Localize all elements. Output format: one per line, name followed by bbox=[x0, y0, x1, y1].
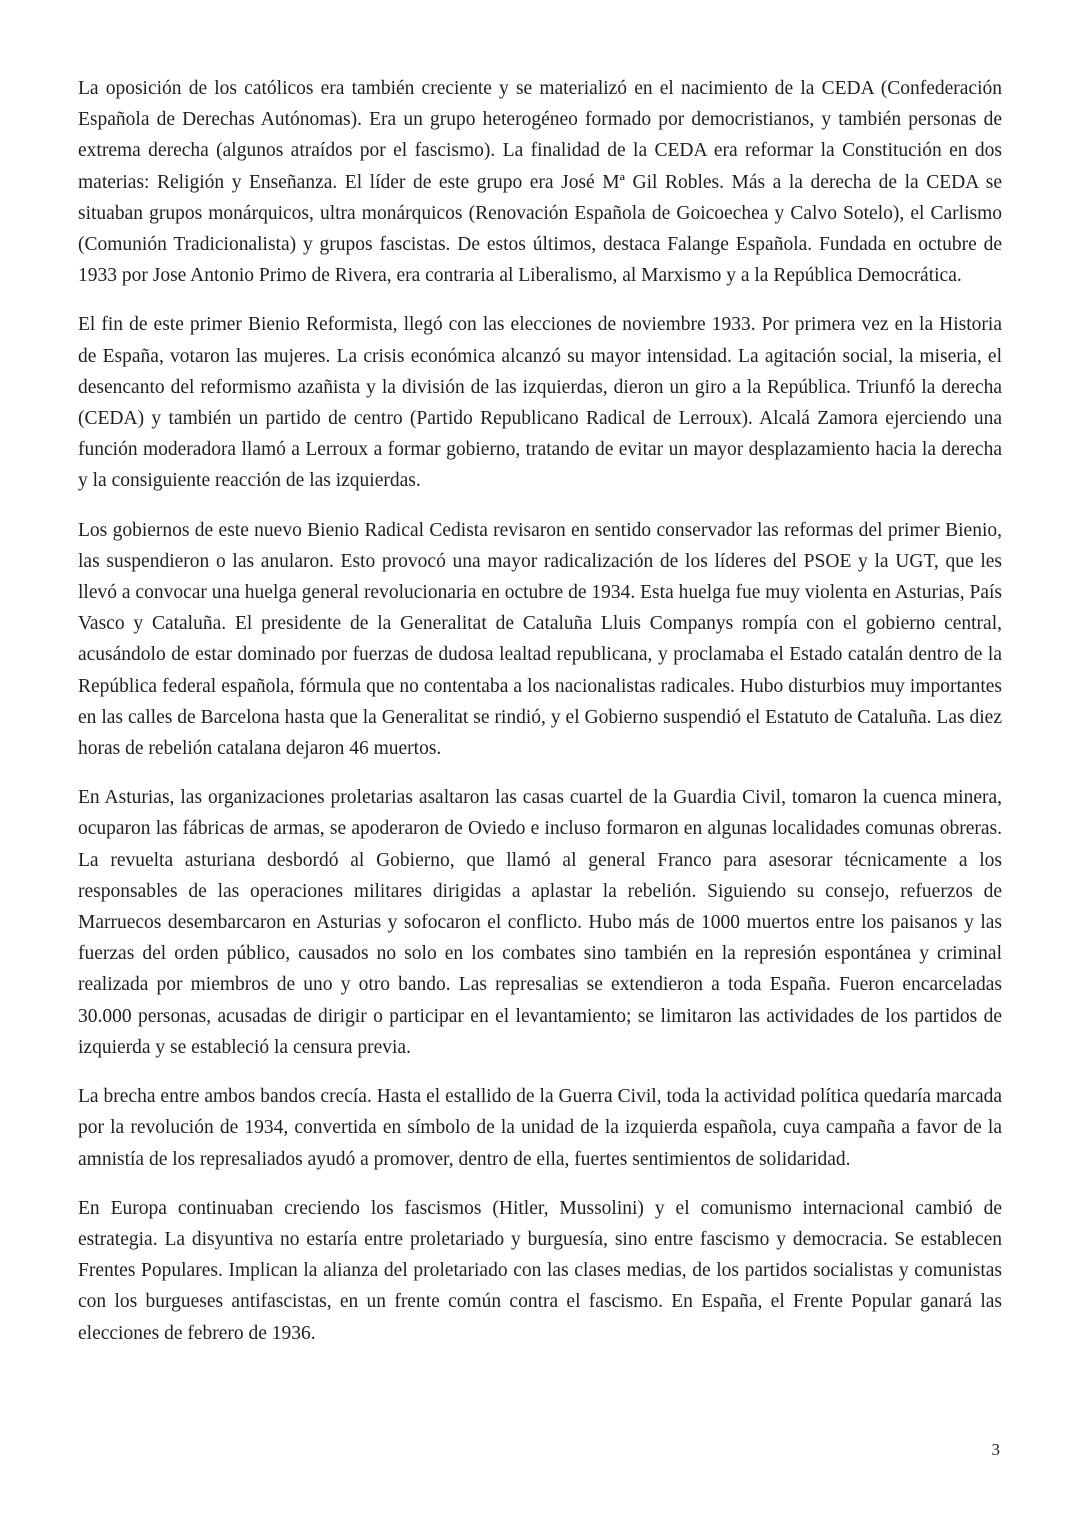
paragraph-bienio-radical-cedista: Los gobiernos de este nuevo Bienio Radical Cedista revisaron en sentido conservador las reformas del primer Bienio, las suspendieron o las anularon. Esto provocó una mayor radicalización de los líderes del PSOE y la UGT, que les llevó a convocar una huelga general revolucionaria en octubre de 1934. Esta huelga fue muy violenta en Asturias, País Vasco y Cataluña. El presidente de la Generalitat de Cataluña Lluis Companys rompía con el gobierno central, acusándolo de estar dominado por fuerzas de dudosa lealtad republicana, y proclamaba el Estado catalán dentro de la República federal española, fórmula que no contentaba a los nacionalistas radicales. Hubo disturbios muy importantes en las calles de Barcelona hasta que la Generalitat se rindió, y el Gobierno suspendió el Estatuto de Cataluña. Las diez horas de rebelión catalana dejaron 46 muertos. bbox=[78, 519, 1002, 760]
paragraph-ceda: La oposición de los católicos era también creciente y se materializó en el nacimiento de la CEDA (Confederación Española de Derechas Autónomas). Era un grupo heterogéneo formado por democristianos, y también personas de extrema derecha (algunos atraídos por el fascismo). La finalidad de la CEDA era reformar la Constitución en dos materias: Religión y Enseñanza. El líder de este grupo era José Mª Gil Robles. Más a la derecha de la CEDA se situaban grupos monárquicos, ultra monárquicos (Renovación Española de Goicoechea y Calvo Sotelo), el Carlismo (Comunión Tradicionalista) y grupos fascistas. De estos últimos, destaca Falange Española. Fundada en octubre de 1933 por Jose Antonio Primo de Rivera, era contraria al Liberalismo, al Marxismo y a la República Democrática. bbox=[78, 78, 1002, 287]
page-number: 3 bbox=[991, 1440, 1000, 1459]
paragraph-frentes-populares: En Europa continuaban creciendo los fascismos (Hitler, Mussolini) y el comunismo internacional cambió de estrategia. La disyuntiva no estaría entre proletariado y burguesía, sino entre fascismo y democracia. Se establecen Frentes Populares. Implican la alianza del proletariado con las clases medias, de los partidos socialistas y comunistas con los burgueses antifascistas, en un frente común contra el fascismo. En España, el Frente Popular ganará las elecciones de febrero de 1936. bbox=[78, 1197, 1002, 1344]
document-body bbox=[78, 73, 1002, 1367]
paragraph-elecciones-1933: El fin de este primer Bienio Reformista, llegó con las elecciones de noviembre 1933. Por primera vez en la Historia de España, votaron las mujeres. La crisis económica alcanzó su mayor intensidad. La agitación social, la miseria, el desencanto del reformismo azañista y la división de las izquierdas, dieron un giro a la República. Triunfó la derecha (CEDA) y también un partido de centro (Partido Republicano Radical de Lerroux). Alcalá Zamora ejerciendo una función moderadora llamó a Lerroux a formar gobierno, tratando de evitar un mayor desplazamiento hacia la derecha y la consiguiente reacción de las izquierdas. bbox=[78, 314, 1002, 492]
paragraph-brecha-bandos: La brecha entre ambos bandos crecía. Hasta el estallido de la Guerra Civil, toda la actividad política quedaría marcada por la revolución de 1934, convertida en símbolo de la unidad de la izquierda española, cuya campaña a favor de la amnistía de los represaliados ayudó a promover, dentro de ella, fuertes sentimientos de solidaridad. bbox=[78, 1086, 1002, 1170]
paragraph-revolucion-asturias: En Asturias, las organizaciones proletarias asaltaron las casas cuartel de la Guardia Civil, tomaron la cuenca minera, ocuparon las fábricas de armas, se apoderaron de Oviedo e incluso formaron en algunas localidades comunas obreras. La revuelta asturiana desbordó al Gobierno, que llamó al general Franco para asesorar técnicamente a los responsables de las operaciones militares dirigidas a aplastar la rebelión. Siguiendo su consejo, refuerzos de Marruecos desembarcaron en Asturias y sofocaron el conflicto. Hubo más de 1000 muertos entre los paisanos y las fuerzas del orden público, causados no solo en los combates sino también en la represión espontánea y criminal realizada por miembros de uno y otro bando. Las represalias se extendieron a toda España. Fueron encarceladas 30.000 personas, acusadas de dirigir o participar en el levantamiento; se limitaron las actividades de los partidos de izquierda y se estableció la censura previa. bbox=[78, 787, 1002, 1058]
